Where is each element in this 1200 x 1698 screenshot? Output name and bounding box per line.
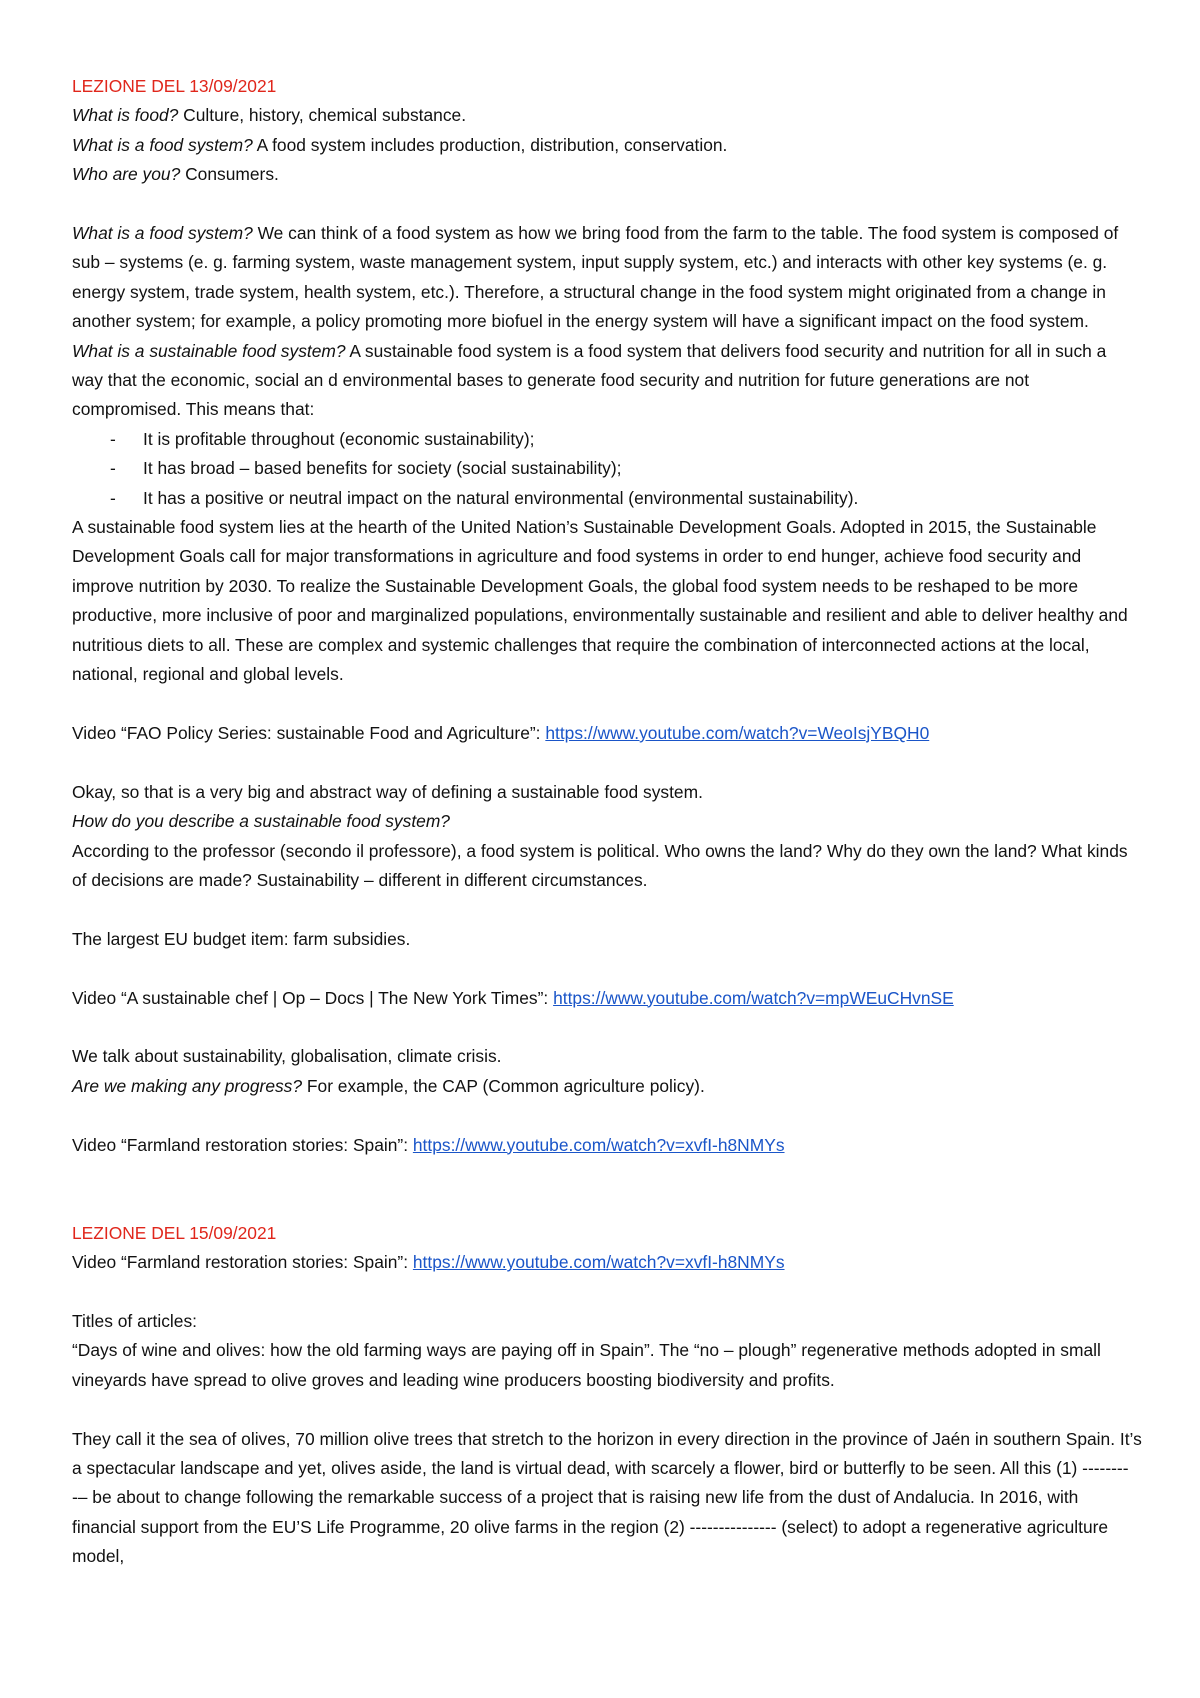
- question: Who are you?: [72, 164, 181, 185]
- food-system-paragraph: [72, 219, 1142, 337]
- qa-what-is-food: [72, 101, 1142, 130]
- article-title: “Days of wine and olives: how the old farming ways are paying off in Spain”. The “no – plough” regenerative methods adopted in small vineyards have spread to olive groves and leading wine producers boosting biodiversity and profits.: [72, 1340, 1101, 1390]
- spacer: [72, 895, 1142, 924]
- video-label: Video “A sustainable chef | Op – Docs | The New York Times”:: [72, 987, 554, 1008]
- answer: Consumers.: [180, 164, 279, 185]
- lesson-heading-2: LEZIONE DEL 15/09/2021: [72, 1222, 277, 1243]
- answer: A sustainable food system is a food system that delivers food security and nutrition for all in such a way that the economic, social an d environmental bases to generate food security and nutrition for future generations are not compromised. This means that:: [72, 340, 1107, 420]
- question: What is a sustainable food system?: [72, 340, 346, 361]
- professor-paragraph: According to the professor (secondo il professore), a food system is political. Who owns the land? Why do they own the land? What kinds of decisions are made? Sustainability – different in different circumstances.: [72, 840, 1128, 890]
- list-item: - It has broad – based benefits for society (social sustainability);: [110, 458, 622, 479]
- qa-food-system: [72, 131, 1142, 160]
- list-item: - It has a positive or neutral impact on the natural environmental (environmental sustainability).: [110, 487, 859, 508]
- video-label: Video “Farmland restoration stories: Spain”:: [72, 1134, 413, 1155]
- video-farmland-2: [72, 1248, 1142, 1277]
- progress-line: [72, 1072, 1142, 1101]
- sustainability-list: [72, 425, 1142, 513]
- spacer: [72, 690, 1142, 719]
- video-chef: [72, 984, 1142, 1013]
- spacer: [72, 1278, 1142, 1307]
- video-link-farmland[interactable]: https://www.youtube.com/watch?v=xvfI-h8NMYs: [412, 1134, 785, 1155]
- video-farmland: [72, 1131, 1142, 1160]
- describe-question: [72, 807, 1142, 836]
- answer: Culture, history, chemical substance.: [178, 105, 467, 126]
- budget-line: The largest EU budget item: farm subsidies.: [72, 928, 411, 949]
- okay-line: Okay, so that is a very big and abstract way of defining a sustainable food system.: [72, 781, 703, 802]
- question: How do you describe a sustainable food system?: [72, 811, 450, 832]
- spacer: [72, 1189, 1142, 1218]
- spacer: [72, 1160, 1142, 1189]
- question: What is food?: [72, 105, 179, 126]
- answer: We can think of a food system as how we bring food from the farm to the table. The food system is composed of sub – systems (e. g. farming system, waste management system, input supply system, etc.) and interacts with other key systems (e. g. energy system, trade system, health system, etc.). Therefore, a structural change in the food system might originated from a change in another system; for example, a policy promoting more biofuel in the energy system will have a significant impact on the food system.: [72, 223, 1119, 332]
- video-label: Video “Farmland restoration stories: Spain”:: [72, 1252, 413, 1273]
- spacer: [72, 190, 1142, 219]
- titles-label: Titles of articles:: [72, 1310, 197, 1331]
- spacer: [72, 1013, 1142, 1042]
- sustainable-food-system-paragraph: [72, 337, 1142, 425]
- video-link-farmland-2[interactable]: https://www.youtube.com/watch?v=xvfI-h8NMYs: [412, 1252, 785, 1273]
- sdg-paragraph: A sustainable food system lies at the hearth of the United Nation’s Sustainable Development Goals. Adopted in 2015, the Sustainable Development Goals call for major transformations in agriculture and food systems in order to end hunger, achieve food security and improve nutrition by 2030. To realize the Sustainable Development Goals, the global food system needs to be reshaped to be more productive, more inclusive of poor and marginalized populations, environmentally sustainable and resilient and able to deliver healthy and nutritious diets to all. These are complex and systemic challenges that require the combination of interconnected actions at the local, national, regional and global levels.: [72, 517, 1128, 685]
- video-label: Video “FAO Policy Series: sustainable Food and Agriculture”:: [72, 722, 546, 743]
- qa-who-are-you: [72, 160, 1142, 189]
- spacer: [72, 1395, 1142, 1424]
- question: Are we making any progress?: [72, 1075, 303, 1096]
- spacer: [72, 1101, 1142, 1130]
- video-fao: [72, 719, 1142, 748]
- list-item: - It is profitable throughout (economic sustainability);: [110, 428, 535, 449]
- lesson-heading-1: LEZIONE DEL 13/09/2021: [72, 76, 277, 96]
- video-link-fao[interactable]: https://www.youtube.com/watch?v=WeoIsjYBQH0: [545, 722, 930, 743]
- question: What is a food system?: [72, 134, 253, 155]
- document-page: [72, 72, 1142, 1572]
- spacer: [72, 748, 1142, 777]
- spacer: [72, 954, 1142, 983]
- video-link-chef[interactable]: https://www.youtube.com/watch?v=mpWEuCHvnSE: [553, 987, 954, 1008]
- article-body: They call it the sea of olives, 70 million olive trees that stretch to the horizon in every direction in the province of Jaén in southern Spain. It’s a spectacular landscape and yet, olives aside, the land is virtual dead, with scarcely a flower, bird or butterfly to be seen. All this (1) ---------– be about to change following the remarkable success of a project that is raising new life from the dust of Andalucia. In 2016, with financial support from the EU’S Life Programme, 20 olive farms in the region (2) --------------- (select) to adopt a regenerative agriculture model,: [72, 1428, 1142, 1567]
- answer: A food system includes production, distribution, conservation.: [252, 134, 728, 155]
- answer: For example, the CAP (Common agriculture policy).: [302, 1075, 705, 1096]
- question: What is a food system?: [72, 223, 253, 244]
- talk-line: We talk about sustainability, globalisation, climate crisis.: [72, 1046, 502, 1067]
